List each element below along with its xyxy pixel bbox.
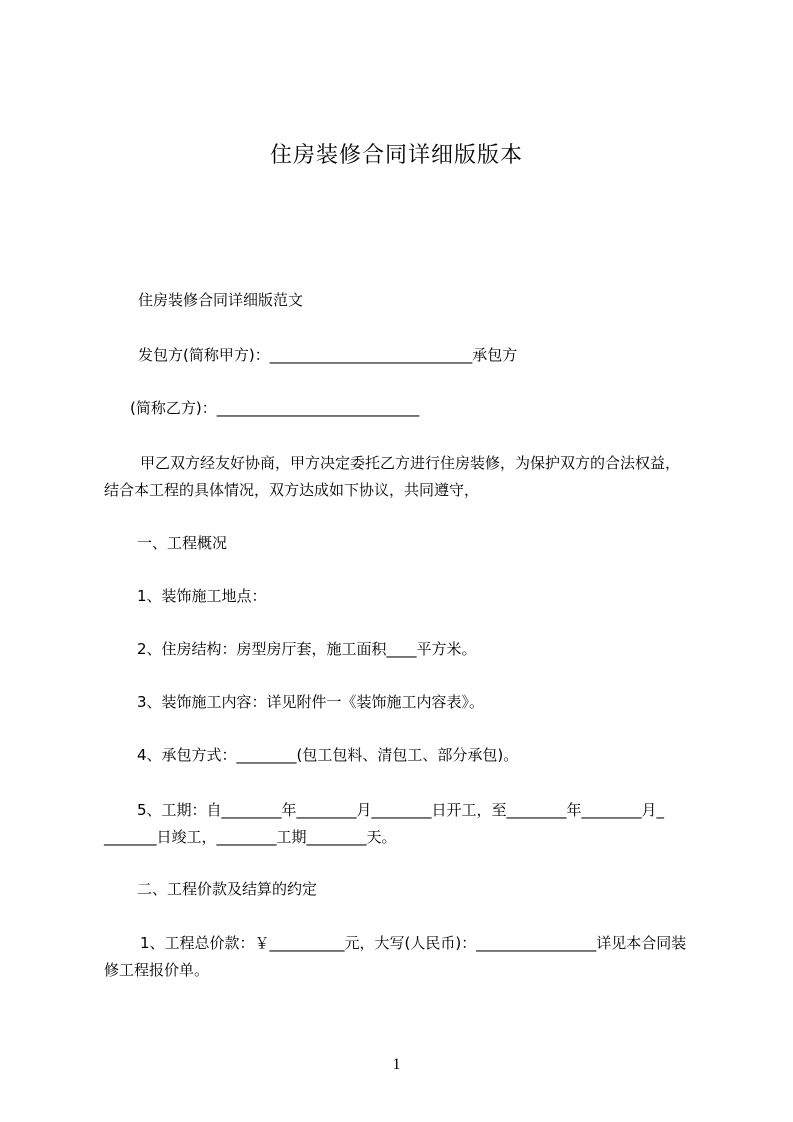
item-1-1: 1、装饰施工地点：	[137, 587, 267, 605]
document-title: 住房装修合同详细版版本	[269, 143, 523, 168]
item-1-2: 2、住房结构：房型房厅套，施工面积____平方米。	[137, 640, 477, 658]
section-1-heading: 一、工程概况	[137, 534, 228, 552]
item-1-5-line-1: 5、工期：自________年________月________日开工，至________年________月_	[137, 801, 665, 819]
section-2-heading: 二、工程价款及结算的约定	[137, 880, 318, 898]
intro-paragraph-line-2: 结合本工程的具体情况，双方达成如下协议，共同遵守，	[104, 481, 480, 499]
page-number: 1	[392, 1056, 401, 1073]
item-2-1-line-1: 1、工程总价款：￥__________元，大写(人民币)：________________详见本合同装	[140, 934, 687, 952]
party-b-line: (简称乙方)：___________________________	[130, 399, 420, 417]
item-2-1-line-2: 修工程报价单。	[104, 961, 210, 979]
document-subtitle: 住房装修合同详细版范文	[138, 291, 304, 309]
item-1-4: 4、承包方式：________(包工包料、清包工、部分承包)。	[137, 746, 519, 764]
item-1-5-line-2: _______日竣工，________工期________天。	[104, 828, 397, 846]
party-a-line: 发包方(简称甲方)：___________________________承包方	[138, 346, 518, 364]
item-1-3: 3、装饰施工内容：详见附件一《装饰施工内容表》。	[137, 693, 485, 711]
intro-paragraph-line-1: 甲乙双方经友好协商，甲方决定委托乙方进行住房装修，为保护双方的合法权益，	[140, 454, 681, 472]
